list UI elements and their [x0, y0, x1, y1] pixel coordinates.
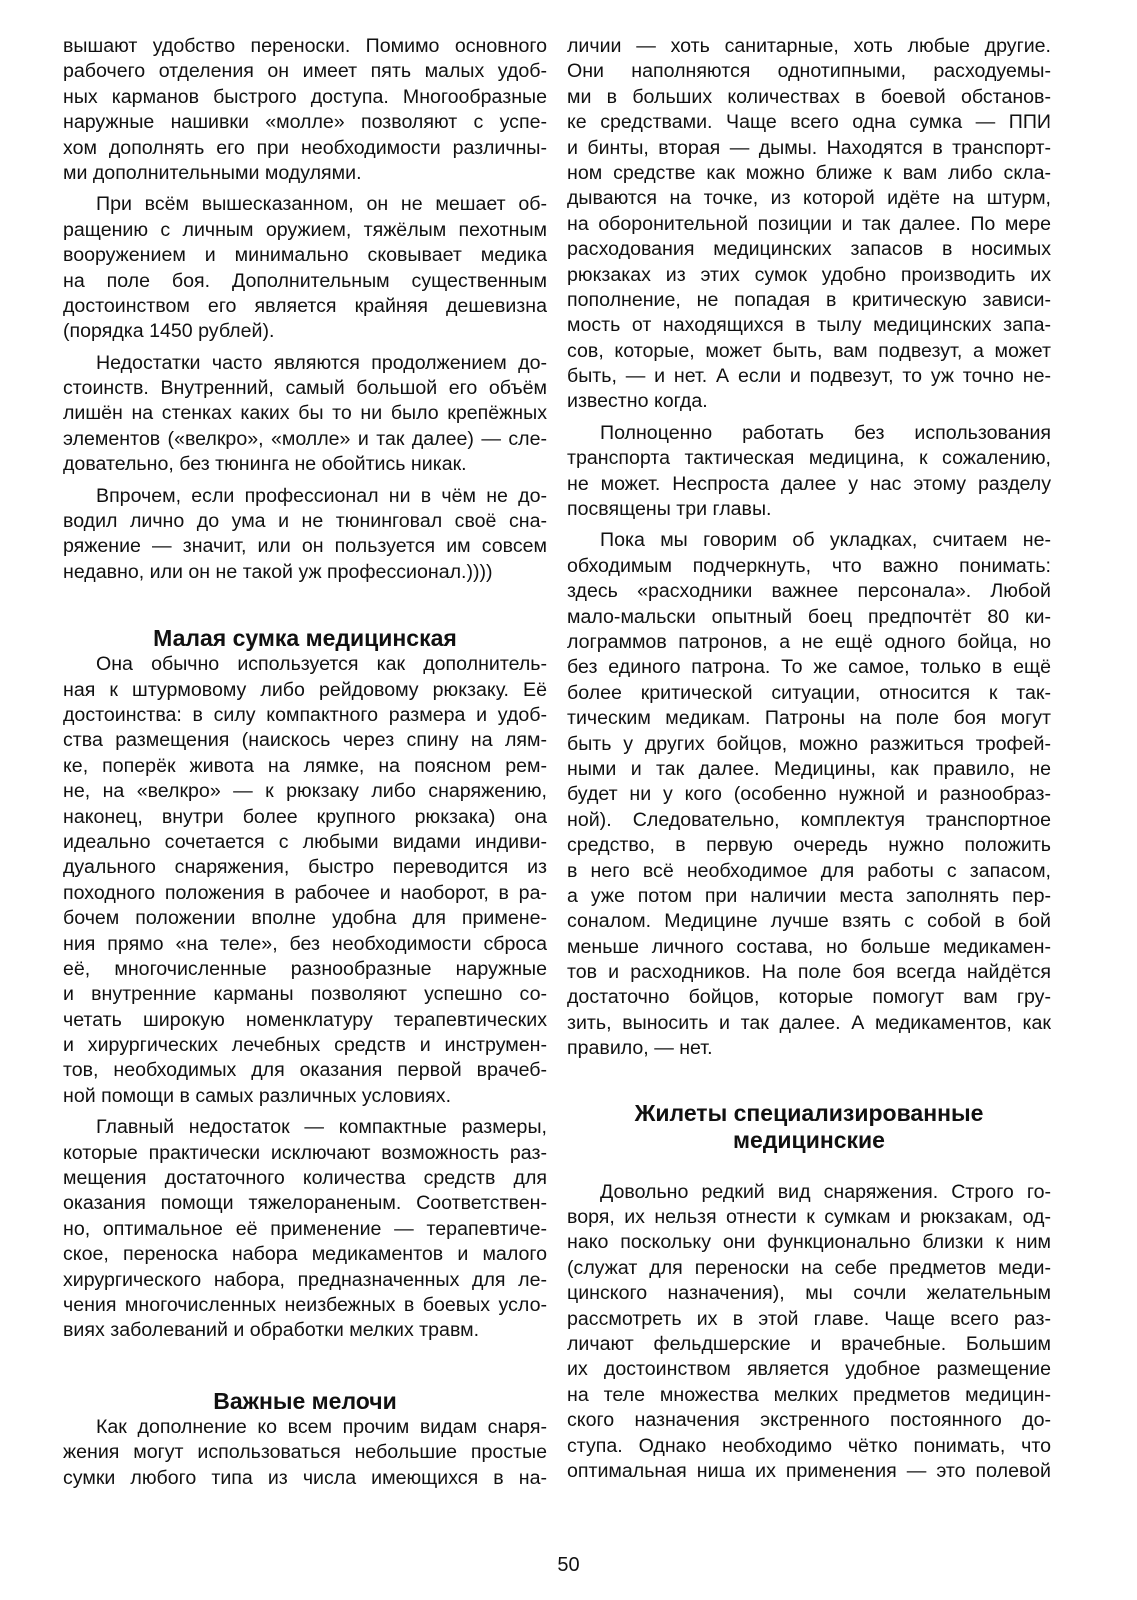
text-line: ского назначения экстренного постоянного до- — [567, 1409, 1051, 1432]
text-line: которые практически исключают возможность раз- — [63, 1141, 547, 1164]
text-line: известно когда. — [567, 390, 708, 413]
text-line: элементов («велкро», «молле» и так далее) — сле- — [63, 427, 547, 450]
text-line: ступа. Однако необходимо чётко понимать, что — [567, 1434, 1051, 1457]
text-line: стоинств. Внутренний, самый большой его объём — [63, 377, 547, 400]
text-line: тическим медикам. Патроны на поле боя могут — [567, 707, 1051, 730]
text-line: Она обычно используется как дополнитель- — [96, 653, 547, 676]
text-line: рюкзаках из этих сумок удобно производить их — [567, 263, 1051, 286]
left-column — [63, 34, 547, 1497]
page-number: 50 — [557, 1554, 580, 1576]
text-line: ными и так далее. Медицины, как правило, не — [567, 757, 1051, 780]
text-line: их достоинством является удобное размещение — [567, 1358, 1051, 1381]
text-line: ства размещения (наискось через спину на лям- — [63, 729, 547, 752]
section-heading-small-bag: Малая сумка медицинская — [153, 625, 457, 652]
text-line: жения могут использоваться небольшие простые — [63, 1441, 547, 1464]
text-line: Недостатки часто являются продолжением до- — [96, 351, 547, 374]
text-line: цинского назначения), мы сочли желательным — [567, 1282, 1051, 1305]
text-line: правило, — нет. — [567, 1037, 713, 1060]
text-line: хирургического набора, предназначенных для ле- — [63, 1268, 547, 1291]
text-line: и хирургических лечебных средств и инструмен- — [63, 1034, 547, 1057]
text-line: бочем положении вполне удобна для применe- — [63, 907, 547, 930]
paragraph — [567, 34, 1051, 415]
text-line: в него всё необходимое для работы с запасом, — [567, 859, 1051, 882]
text-line: дуального снаряжения, быстро переводится из — [63, 856, 547, 879]
text-line: оптимальная ниша их применения — это полевой — [567, 1459, 1051, 1482]
section-heading-vests-line1: Жилеты специализированные — [634, 1099, 984, 1126]
text-line: тов, необходимых для оказания первой врачеб- — [63, 1059, 547, 1082]
text-line: ращению с личным оружием, тяжёлым пехотным — [63, 218, 547, 241]
text-line: походного положения в рабочее и наоборот, в ра- — [63, 881, 547, 904]
text-line: хом дополнять его при необходимости различны- — [63, 136, 547, 159]
text-line: здесь «расходники важнее персонала». Любой — [567, 580, 1051, 603]
text-line: мало-мальски опытный боец предпочтёт 80 ки- — [567, 605, 1051, 628]
text-line: ная к штурмовому либо рейдовому рюкзаку. Её — [63, 678, 547, 701]
text-line: наружные нашивки «молле» позволяют с успе- — [63, 111, 547, 134]
text-line: обходимым подчеркнуть, что важно понимать: — [567, 554, 1051, 577]
text-line: Довольно редкий вид снаряжения. Строго го- — [600, 1180, 1051, 1203]
text-line: рабочего отделения он имеет пять малых удоб- — [63, 60, 547, 83]
paragraph — [567, 528, 1051, 1061]
text-line: меньше личного состава, но больше медикамен- — [567, 935, 1051, 958]
text-line: транспорта тактическая медицина, к сожалению, — [567, 447, 1051, 470]
text-line: мещения достаточного количества средств для — [63, 1167, 547, 1190]
text-line: ных карманов быстрого доступа. Многообразные — [63, 85, 547, 108]
right-column — [567, 34, 1051, 1490]
text-line: Пока мы говорим об укладках, считаем не- — [600, 529, 1051, 552]
paragraph — [63, 351, 547, 478]
text-line: соналом. Медицине лучше взять с собой в бой — [567, 910, 1051, 933]
paragraph — [567, 1180, 1051, 1485]
text-line: вооружением и минимально сковывает медика — [63, 244, 547, 267]
text-line: (служат для переноски на себе предметов меди- — [567, 1256, 1051, 1279]
text-line: ское, переноска набора медикаментов и малого — [63, 1243, 547, 1266]
paragraph — [63, 192, 547, 344]
text-line: на теле множества мелких предметов медицин- — [567, 1383, 1051, 1406]
text-line: вышают удобство переноски. Помимо основного — [63, 35, 547, 57]
text-line: расходования медицинских запасов в носимых — [567, 238, 1051, 261]
text-line: ном средстве как можно ближе к вам либо скла- — [567, 161, 1051, 184]
text-line: личают фельдшерские и врачебные. Большим — [567, 1332, 1051, 1355]
text-line: и бинты, вторая — дымы. Находятся в транспорт- — [567, 136, 1051, 159]
text-line: При всём вышесказанном, он не мешает об- — [96, 193, 547, 216]
text-line: Впрочем, если профессионал ни в чём не до- — [96, 484, 547, 507]
text-line: без единого патрона. То же самое, только в ещё — [567, 656, 1051, 679]
text-line: нако поскольку они функционально близки к ним — [567, 1231, 1051, 1254]
text-line: будет ни у кого (особенно нужной и разнообраз- — [567, 783, 1051, 806]
text-line: не, на «велкро» — к рюкзаку либо снаряжению, — [63, 780, 547, 803]
text-line: а уже потом при наличии места заполнять пер- — [567, 884, 1051, 907]
text-line: Они наполняются однотипными, расходуемы- — [567, 60, 1051, 83]
text-line: ряжение — значит, или он пользуется им совсем — [63, 535, 547, 558]
text-line: Главный недостаток — компактные размеры, — [96, 1116, 547, 1139]
text-line: быть у других бойцов, можно разжиться трофей- — [567, 732, 1051, 755]
paragraph — [63, 652, 547, 1109]
text-line: ми в больших количествах в боевой обстанов- — [567, 85, 1051, 108]
text-line: четать широкую номенклатуру терапевтических — [63, 1008, 547, 1031]
text-line: более критической ситуации, относится к так- — [567, 681, 1051, 704]
text-line: ния прямо «на теле», без необходимости сброса — [63, 932, 547, 955]
text-line: лишён на стенках каких бы то ни было крепёжных — [63, 402, 547, 425]
paragraph — [63, 34, 547, 186]
paragraph — [63, 1415, 547, 1491]
text-line: достоинством его является крайняя дешевизна — [63, 294, 547, 317]
text-line: но, оптимальное её применение — терапевтиче- — [63, 1217, 547, 1240]
text-line: на оборонительной позиции и так далее. По мере — [567, 212, 1051, 235]
section-heading-important: Важные мелочи — [213, 1387, 397, 1414]
text-line: наконец, внутри более крупного рюкзака) она — [63, 805, 547, 828]
text-line: сумки любого типа из числа имеющихся в на- — [63, 1466, 547, 1489]
text-line: её, многочисленные разнообразные наружные — [63, 957, 547, 980]
text-line: посвящены три главы. — [567, 498, 772, 521]
paragraph — [63, 484, 547, 586]
section-heading-vests — [567, 1100, 1051, 1154]
text-line: недавно, или он не такой уж профессионал.)))) — [63, 560, 493, 583]
text-line: Как дополнение ко всем прочим видам снаря- — [96, 1415, 547, 1438]
text-line: и внутренние карманы позволяют успешно со- — [63, 983, 547, 1006]
text-line: Полноценно работать без использования — [600, 421, 1051, 444]
text-line: мость от находящихся в тылу медицинских запа- — [567, 314, 1051, 337]
text-line: достаточно бойцов, которые помогут вам гру- — [567, 986, 1051, 1009]
text-line: рассмотреть их в этой главе. Чаще всего раз- — [567, 1307, 1051, 1330]
paragraph — [63, 1115, 547, 1344]
text-line: достоинства: в силу компактного размера и удоб- — [63, 703, 547, 726]
text-line: ной). Следовательно, комплектуя транспортное — [567, 808, 1051, 831]
text-line: ми дополнительными модулями. — [63, 161, 362, 184]
section-heading-vests-line2: медицинские — [733, 1126, 885, 1153]
text-line: идеально сочетается с любыми видами индиви- — [63, 830, 547, 853]
text-line: воря, их нельзя отнести к сумкам и рюкзакам, од- — [567, 1206, 1051, 1229]
text-line: оказания помощи тяжелораненым. Соответствен- — [63, 1192, 547, 1215]
text-line: тов и расходников. На поле боя всегда найдётся — [567, 961, 1051, 984]
text-line: дываются на точке, из которой идёте на штурм, — [567, 187, 1051, 210]
text-line: (порядка 1450 рублей). — [63, 320, 275, 343]
text-line: не может. Неспроста далее у нас этому разделу — [567, 472, 1051, 495]
text-line: пополнение, не попадая в критическую зависи- — [567, 288, 1051, 311]
text-line: ке средствами. Чаще всего одна сумка — ППИ — [567, 111, 1051, 134]
text-line: зить, выносить и так далее. А медикаментов, как — [567, 1011, 1051, 1034]
text-line: ке, поперёк живота на лямке, на поясном рем- — [63, 754, 547, 777]
text-line: водил лично до ума и не тюнинговал своё сна- — [63, 510, 547, 533]
paragraph — [567, 421, 1051, 523]
text-line: ной помощи в самых различных условиях. — [63, 1084, 452, 1107]
text-line: лограммов патронов, а не ещё одного бойца, но — [567, 630, 1051, 653]
text-line: на поле боя. Дополнительным существенным — [63, 269, 547, 292]
text-line: виях заболеваний и обработки мелких травм. — [63, 1319, 480, 1342]
text-line: довательно, без тюнинга не обойтись никак. — [63, 453, 467, 476]
text-line: чения многочисленных неизбежных в боевых усло- — [63, 1293, 547, 1316]
text-line: сов, которые, может быть, вам подвезут, а может — [567, 339, 1051, 362]
text-line: средство, в первую очередь нужно положить — [567, 834, 1051, 857]
text-line: быть, — и нет. А если и подвезут, то уж точно не- — [567, 365, 1051, 388]
text-line: личии — хоть санитарные, хоть любые другие. — [567, 35, 1051, 57]
